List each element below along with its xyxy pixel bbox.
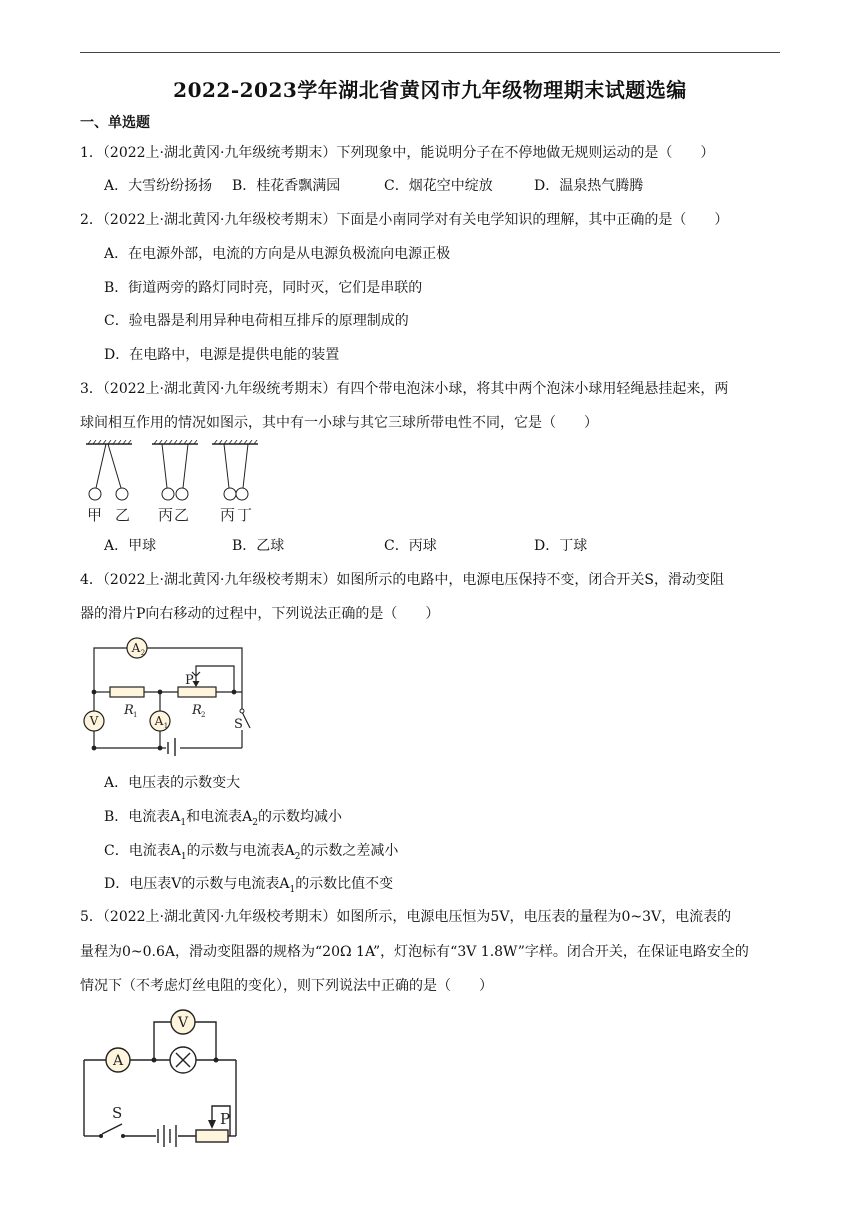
q5-meter-v-label: V bbox=[177, 1015, 189, 1031]
q4-circuit-diagram bbox=[82, 630, 262, 756]
q3-ball-figure bbox=[84, 440, 274, 526]
ball-label-bing-2: 丙 bbox=[220, 506, 236, 524]
meter-a1-sub: 1 bbox=[163, 722, 169, 730]
q2-option-b: B．街道两旁的路灯同时亮，同时灭，它们是串联的 bbox=[104, 280, 423, 296]
q3-option-c: C．丙球 bbox=[384, 538, 437, 554]
q2-option-c: C．验电器是利用异种电荷相互排斥的原理制成的 bbox=[104, 313, 409, 329]
r2-label: R bbox=[192, 703, 202, 718]
r1-label: R bbox=[124, 703, 134, 718]
q3-stem-line2: 球间相互作用的情况如图示，其中有一小球与其它三球所带电性不同，它是（ ） bbox=[80, 415, 598, 431]
q5-stem-line3: 情况下（不考虑灯丝电阻的变化），则下列说法中正确的是（ ） bbox=[80, 978, 493, 994]
q5-slider-label: P bbox=[220, 1110, 231, 1128]
q4-option-d: D．电压表V的示数与电流表$A_1$的示数比值不变 bbox=[104, 876, 394, 895]
q3-option-b: B．乙球 bbox=[232, 538, 285, 554]
q2-option-a: A．在电源外部，电流的方向是从电源负极流向电源正极 bbox=[104, 246, 451, 262]
q1-option-c: C．烟花空中绽放 bbox=[384, 178, 493, 194]
q1-option-b: B．桂花香飘满园 bbox=[232, 178, 341, 194]
page-title: 2022-2023学年湖北省黄冈市九年级物理期末试题选编 bbox=[173, 78, 687, 102]
meter-v-label: V bbox=[89, 714, 99, 728]
switch-s-label: S bbox=[234, 717, 243, 732]
q4-option-b: B．电流表$A_1$和电流表$A_2$的示数均减小 bbox=[104, 809, 342, 828]
meter-a1-label: A bbox=[154, 714, 164, 728]
ball-label-yi: 乙 bbox=[115, 506, 131, 524]
q5-stem-line2: 量程为0~0.6A，滑动变阻器的规格为“20Ω 1A”，灯泡标有“3V 1.8W”字样。闭合开关，在保证电路安全的 bbox=[80, 944, 749, 960]
meter-a2-label: A bbox=[131, 641, 141, 655]
q5-switch-label: S bbox=[112, 1104, 123, 1122]
ball-label-jia: 甲 bbox=[87, 506, 103, 524]
top-rule bbox=[80, 52, 780, 53]
ball-label-yi-2: 乙 bbox=[174, 506, 190, 524]
q1-option-a: A．大雪纷纷扬扬 bbox=[104, 178, 213, 194]
q3-stem-line1: 3．（2022上·湖北黄冈·九年级统考期末）有四个带电泡沫小球，将其中两个泡沫小球用轻绳悬挂起来，两 bbox=[80, 381, 729, 397]
q5-meter-a-label: A bbox=[112, 1053, 124, 1069]
slider-p-label: P bbox=[185, 673, 194, 688]
q4-stem-line1: 4．（2022上·湖北黄冈·九年级校考期末）如图所示的电路中，电源电压保持不变，闭合开关S，滑动变阻 bbox=[80, 572, 725, 588]
q4-stem-line2: 器的滑片P向右移动的过程中，下列说法正确的是（ ） bbox=[80, 606, 440, 622]
ball-label-ding: 丁 bbox=[237, 506, 253, 524]
q5-stem-line1: 5．（2022上·湖北黄冈·九年级校考期末）如图所示，电源电压恒为5V，电压表的量程为0~3V，电流表的 bbox=[80, 909, 732, 925]
section-heading: 一、单选题 bbox=[80, 115, 150, 131]
meter-a2-sub: 2 bbox=[140, 649, 146, 657]
q2-stem: 2．（2022上·湖北黄冈·九年级校考期末）下面是小南同学对有关电学知识的理解，其中正确的是（ ） bbox=[80, 212, 729, 228]
ball-label-bing: 丙 bbox=[158, 506, 174, 524]
r1-sub: 1 bbox=[133, 711, 138, 719]
q2-option-d: D．在电路中，电源是提供电能的装置 bbox=[104, 347, 340, 363]
r2-sub: 2 bbox=[201, 711, 206, 719]
q1-option-d: D．温泉热气腾腾 bbox=[534, 178, 644, 194]
q4-option-a: A．电压表的示数变大 bbox=[104, 775, 241, 791]
q1-stem: 1．（2022上·湖北黄冈·九年级统考期末）下列现象中，能说明分子在不停地做无规则运动的是（ ） bbox=[80, 145, 715, 161]
q3-option-a: A．甲球 bbox=[104, 538, 157, 554]
q4-option-c: C．电流表$A_1$的示数与电流表$A_2$的示数之差减小 bbox=[104, 843, 399, 862]
q5-circuit-diagram bbox=[82, 1008, 252, 1148]
q3-option-d: D．丁球 bbox=[534, 538, 588, 554]
